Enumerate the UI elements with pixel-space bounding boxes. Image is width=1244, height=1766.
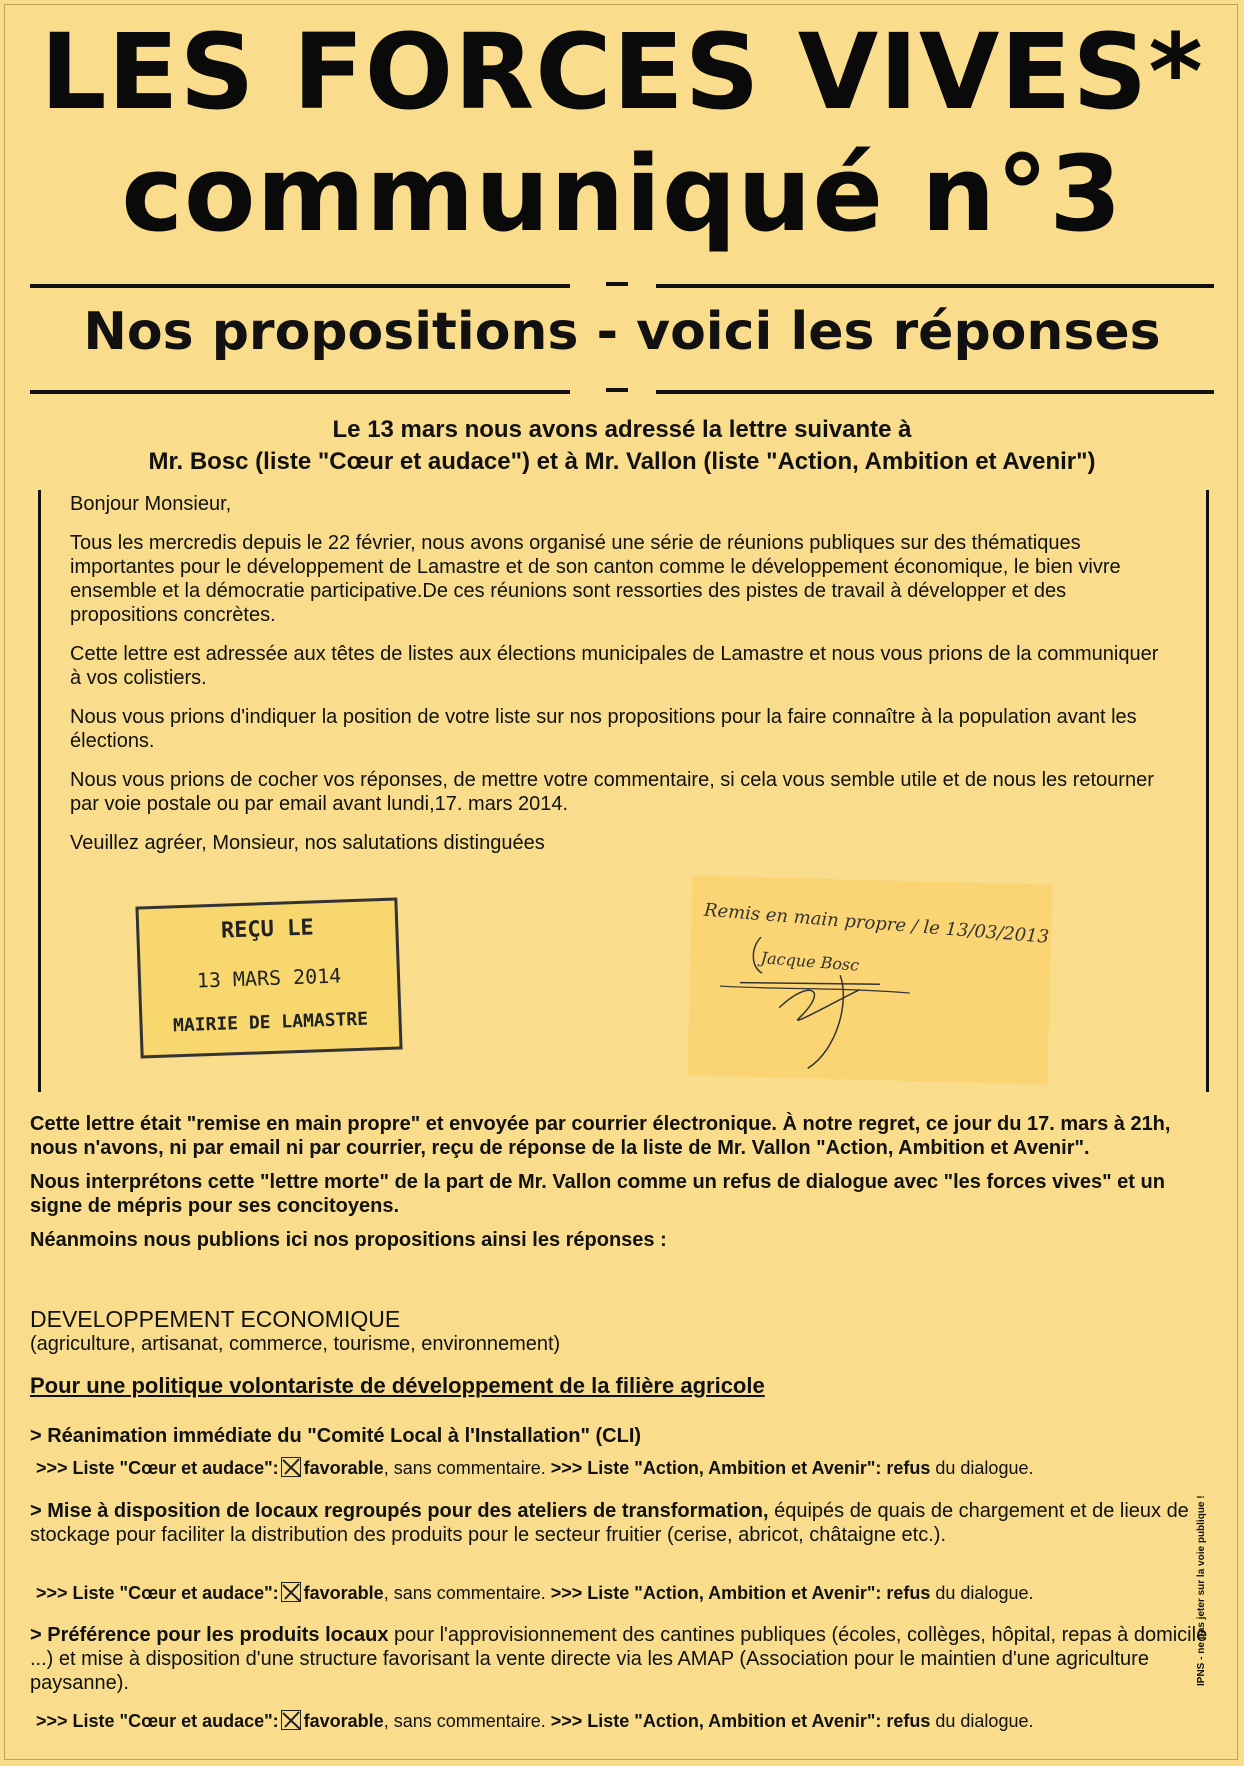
- title-line1: LES FORCES VIVES*: [40, 11, 1204, 133]
- reception-stamp: [135, 897, 402, 1058]
- stamp-date: 13 MARS 2014: [196, 963, 342, 993]
- letter-bar-left: [38, 490, 41, 1092]
- subtitle: Nos propositions - voici les réponses: [83, 302, 1161, 362]
- section-intro: [30, 1306, 1220, 1356]
- intro-line2: Mr. Bosc (liste "Cœur et audace") et à Mr. Vallon (liste "Action, Ambition et Avenir"): [148, 448, 1096, 475]
- letter-body: [70, 492, 1160, 870]
- checkbox-icon: [281, 1582, 301, 1602]
- rule-top-right: [656, 284, 1214, 288]
- side-note: IPNS - ne pas jeter sur la voie publique !: [1196, 1495, 1207, 1686]
- answer-row: [36, 1457, 1226, 1479]
- signature-drawing: [687, 875, 1052, 1084]
- rule-bottom-dash: [606, 388, 628, 392]
- proposition-title: > Mise à disposition de locaux regroupés pour des ateliers de transformation,: [30, 1500, 769, 1522]
- section-title: DEVELOPPEMENT ECONOMIQUE: [30, 1306, 401, 1332]
- proposition: [30, 1424, 1220, 1448]
- section-subtitle: (agriculture, artisanat, commerce, tourisme, environnement): [30, 1333, 561, 1355]
- letter-paragraph: Veuillez agréer, Monsieur, nos salutations distinguées: [70, 832, 545, 854]
- page-frame: [4, 4, 1238, 1760]
- rule-bottom-right: [656, 390, 1214, 394]
- rule-top-dash: [606, 282, 628, 286]
- proposition: [30, 1499, 1220, 1547]
- answer-refus: refus: [886, 1458, 931, 1478]
- letter-bar-right: [1206, 490, 1209, 1092]
- rule-bottom-left: [30, 390, 570, 394]
- title-line2: communiqué n°3: [121, 133, 1123, 255]
- commentary-paragraph: Cette lettre était "remise en main propre" et envoyée par courrier électronique. À notre regret, ce jour du 17. mars à 21h, nous n'avons, ni par email ni par courrier, reçu de réponse de la liste de Mr. Vallon "Action, Ambition et Avenir".: [30, 1113, 1171, 1159]
- letter-paragraph: Tous les mercredis depuis le 22 février, nous avons organisé une série de réunions publiques sur des thématiques importantes pour le développement de Lamastre et de son canton comme le développement économique, le bien vivre ensemble et la démocratie participative.De ces réunions sont ressorties des pistes de travail à développer et des propositions concrètes.: [70, 532, 1121, 626]
- answer-favorable: favorable: [303, 1711, 384, 1731]
- checkbox-icon: [281, 1710, 301, 1730]
- answer-favorable: favorable: [303, 1458, 384, 1478]
- proposition-text: pour l'approvisionnement des cantines publiques (écoles, collèges, hôpital, repas à domicile ...) et mise à disposition d'une structure favorisant la vente directe via les AMAP (Association pour le maintien d'une agriculture paysanne).: [30, 1624, 1208, 1694]
- checkbox-icon: [281, 1457, 301, 1477]
- rule-top-left: [30, 284, 570, 288]
- proposition-title: > Réanimation immédiate du "Comité Local à l'Installation" (CLI): [30, 1425, 642, 1447]
- proposition: [30, 1623, 1220, 1695]
- answer-comment: , sans commentaire.: [383, 1711, 551, 1731]
- stamp-line1: REÇU LE: [220, 915, 315, 944]
- answer-prefix: >>> Liste "Cœur et audace":: [36, 1711, 279, 1731]
- intro-line1: Le 13 mars nous avons adressé la lettre suivante à: [332, 416, 912, 443]
- commentary-paragraph: Nous interprétons cette "lettre morte" de la part de Mr. Vallon comme un refus de dialogue avec "les forces vives" et un signe de mépris pour ses concitoyens.: [30, 1171, 1165, 1217]
- answer-prefix2: >>> Liste "Action, Ambition et Avenir":: [550, 1458, 887, 1478]
- answer-prefix: >>> Liste "Cœur et audace":: [36, 1458, 279, 1478]
- section-heading: Pour une politique volontariste de développement de la filière agricole: [30, 1373, 765, 1398]
- note-line2: Jacque Bosc: [760, 948, 860, 975]
- answer-comment: , sans commentaire.: [383, 1583, 551, 1603]
- answer-favorable: favorable: [303, 1583, 384, 1603]
- answer-suffix: du dialogue.: [930, 1711, 1034, 1731]
- commentary-paragraph: Néanmoins nous publions ici nos propositions ainsi les réponses :: [30, 1229, 667, 1251]
- handwritten-note: [687, 875, 1052, 1084]
- letter-paragraph: Nous vous prions de cocher vos réponses, de mettre votre commentaire, si cela vous semble utile et de nous les retourner par voie postale ou par email avant lundi,17. mars 2014.: [70, 769, 1154, 815]
- stamp-line3: MAIRIE DE LAMASTRE: [172, 1008, 369, 1037]
- answer-refus: refus: [886, 1711, 931, 1731]
- answer-prefix2: >>> Liste "Action, Ambition et Avenir":: [550, 1711, 887, 1731]
- proposition-text: équipés de quais de chargement et de lieux de stockage pour faciliter la distribution des produits pour le secteur fruitier (cerise, abricot, châtaigne etc.).: [30, 1500, 1189, 1546]
- letter-paragraph: Nous vous prions d'indiquer la position de votre liste sur nos propositions pour la faire connaître à la population avant les élections.: [70, 706, 1137, 752]
- answer-suffix: du dialogue.: [930, 1458, 1034, 1478]
- answer-comment: , sans commentaire.: [383, 1458, 551, 1478]
- letter-paragraph: Cette lettre est adressée aux têtes de listes aux élections municipales de Lamastre et nous vous prions de la communiquer à vos colistiers.: [70, 643, 1159, 689]
- proposition-title: > Préférence pour les produits locaux: [30, 1624, 389, 1646]
- answer-row: [36, 1710, 1226, 1732]
- answer-refus: refus: [886, 1583, 931, 1603]
- letter-greeting: Bonjour Monsieur,: [70, 493, 232, 515]
- commentary: [30, 1112, 1220, 1262]
- note-line1: Remis en main propre / le 13/03/2013: [703, 899, 1050, 948]
- answer-prefix2: >>> Liste "Action, Ambition et Avenir":: [550, 1583, 887, 1603]
- answer-suffix: du dialogue.: [930, 1583, 1034, 1603]
- answer-prefix: >>> Liste "Cœur et audace":: [36, 1583, 279, 1603]
- answer-row: [36, 1582, 1226, 1604]
